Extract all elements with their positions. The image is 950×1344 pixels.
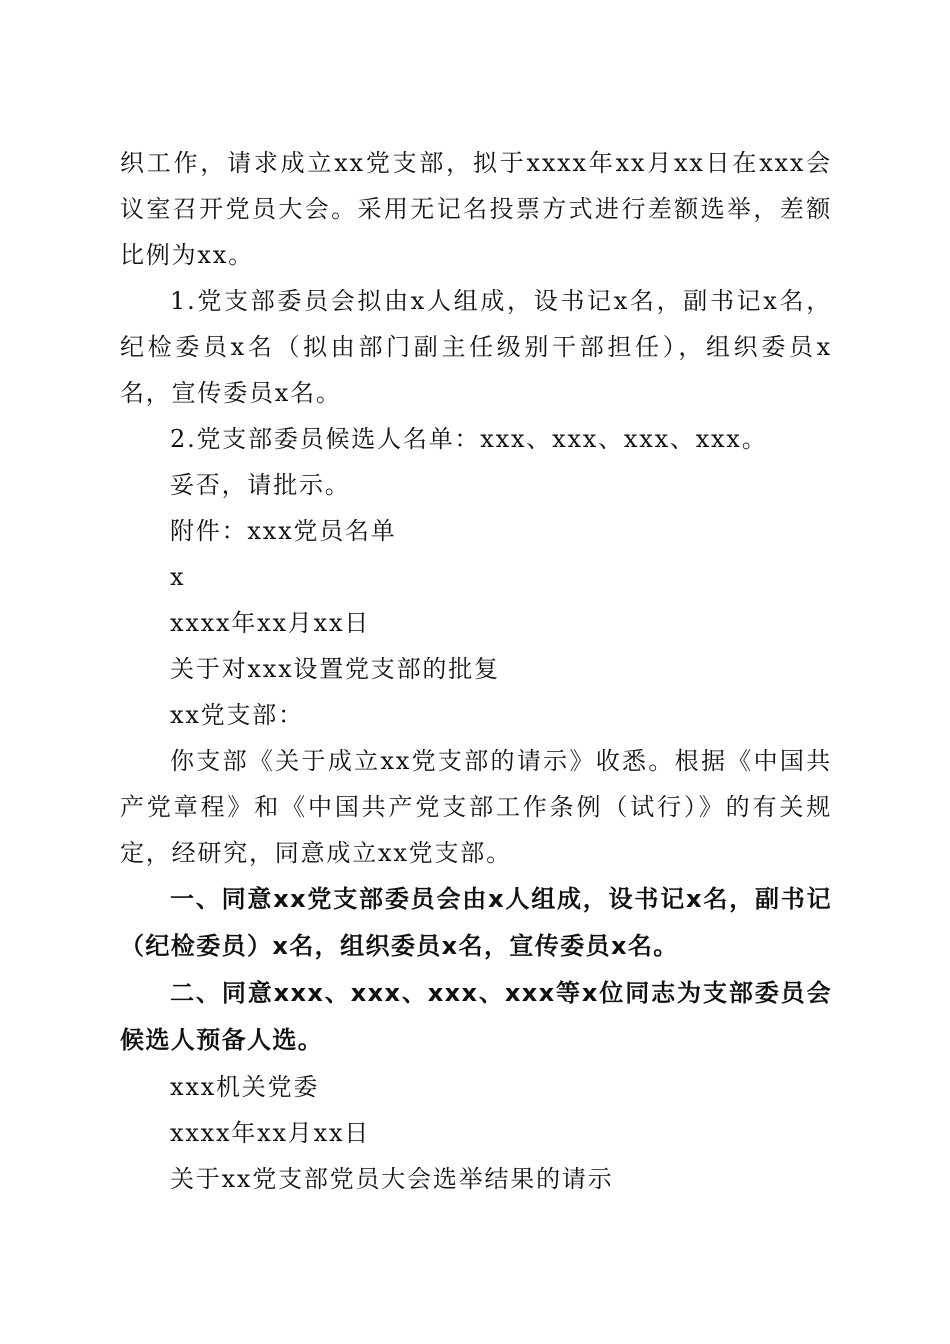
document-body <box>120 140 832 1202</box>
paragraph-bold-point-2: 二、同意xxx、xxx、xxx、xxx等x位同志为支部委员会候选人预备人选。 <box>120 979 832 1054</box>
signature-placeholder: x <box>170 563 186 591</box>
paragraph-attachment: 附件：xxx党员名单 <box>170 517 397 545</box>
date-line: xxxx年xx月xx日 <box>170 609 371 637</box>
paragraph-item-2: 2.党支部委员候选人名单：xxx、xxx、xxx、xxx。 <box>170 425 768 453</box>
paragraph-item-1: 1.党支部委员会拟由x人组成，设书记x名，副书记x名，纪检委员x名（拟由部门副主任级别干部担任），组织委员x名，宣传委员x名。 <box>120 287 832 407</box>
issuer-date: xxxx年xx月xx日 <box>170 1119 371 1147</box>
paragraph-continuation: 织工作，请求成立xx党支部，拟于xxxx年xx月xx日在xxx会议室召开党员大会。采用无记名投票方式进行差额选举，差额比例为xx。 <box>120 149 832 269</box>
paragraph-reply-body: 你支部《关于成立xx党支部的请示》收悉。根据《中国共产党章程》和《中国共产党支部工作条例（试行）》的有关规定，经研究，同意成立xx党支部。 <box>120 747 832 867</box>
next-document-title: 关于xx党支部党员大会选举结果的请示 <box>170 1165 614 1193</box>
issuer-name: xxx机关党委 <box>170 1073 320 1101</box>
paragraph-bold-point-1: 一、同意xx党支部委员会由x人组成，设书记x名，副书记（纪检委员）x名，组织委员x名，宣传委员x名。 <box>120 885 832 960</box>
reply-title: 关于对xxx设置党支部的批复 <box>170 655 500 683</box>
salutation: xx党支部： <box>170 701 304 729</box>
paragraph-request-approval: 妥否，请批示。 <box>170 471 351 499</box>
